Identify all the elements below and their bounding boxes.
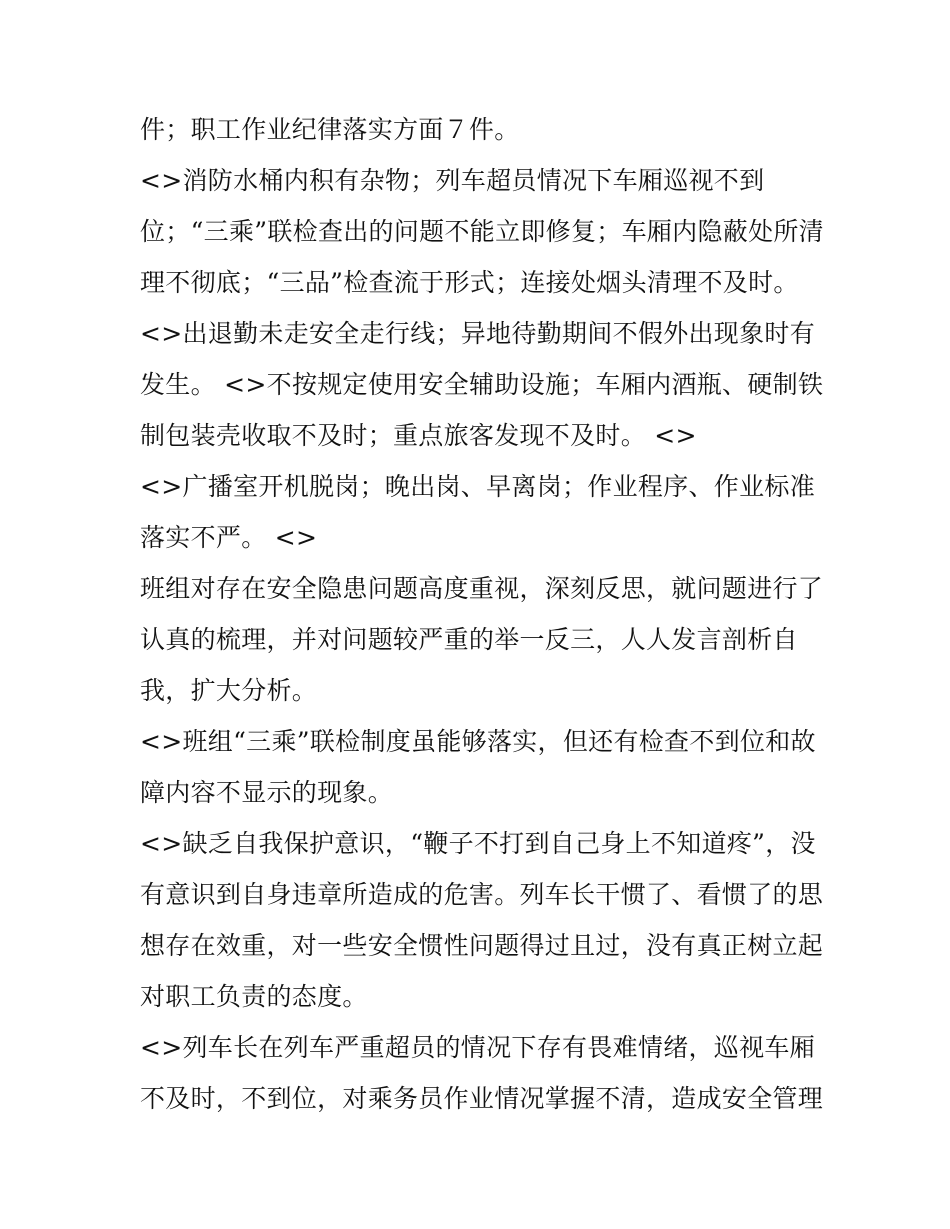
text-line-6: 发生。 <>不按规定使用安全辅助设施；车厢内酒瓶、硬制铁: [140, 370, 824, 399]
text-line-12: 我，扩大分析。: [140, 676, 318, 705]
text-line-18: 对职工负责的态度。: [140, 982, 368, 1011]
text-line-19: <>列车长在列车严重超员的情况下存有畏难情绪，巡视车厢: [140, 1033, 815, 1062]
text-line-2: <>消防水桶内积有杂物；列车超员情况下车厢巡视不到: [140, 166, 765, 195]
text-line-1: 件；职工作业纪律落实方面７件。: [140, 115, 520, 144]
text-line-8: <>广播室开机脱岗；晚出岗、早离岗；作业程序、作业标准: [140, 472, 815, 501]
text-line-16: 有意识到自身违章所造成的危害。列车长干惯了、看惯了的思: [140, 880, 824, 909]
text-line-11: 认真的梳理，并对问题较严重的举一反三，人人发言剖析自: [140, 625, 798, 654]
text-line-17: 想存在效重，对一些安全惯性问题得过且过，没有真正树立起: [140, 931, 824, 960]
text-line-5: <>出退勤未走安全走行线；异地待勤期间不假外出现象时有: [140, 319, 815, 348]
text-line-3: 位；“三乘”联检查出的问题不能立即修复；车厢内隐蔽处所清: [140, 217, 824, 246]
text-line-9: 落实不严。 <>: [140, 523, 318, 552]
text-line-7: 制包装壳收取不及时；重点旅客发现不及时。 <>: [140, 421, 697, 450]
text-line-10: 班组对存在安全隐患问题高度重视，深刻反思，就问题进行了: [140, 574, 824, 603]
text-line-15: <>缺乏自我保护意识，“鞭子不打到自己身上不知道疼”，没: [140, 829, 816, 858]
text-line-13: <>班组“三乘”联检制度虽能够落实，但还有检查不到位和故: [140, 727, 816, 756]
text-line-4: 理不彻底；“三品”检查流于形式；连接处烟头清理不及时。: [140, 268, 799, 297]
text-line-20: 不及时，不到位，对乘务员作业情况掌握不清，造成安全管理: [140, 1084, 824, 1113]
text-line-14: 障内容不显示的现象。: [140, 778, 394, 807]
